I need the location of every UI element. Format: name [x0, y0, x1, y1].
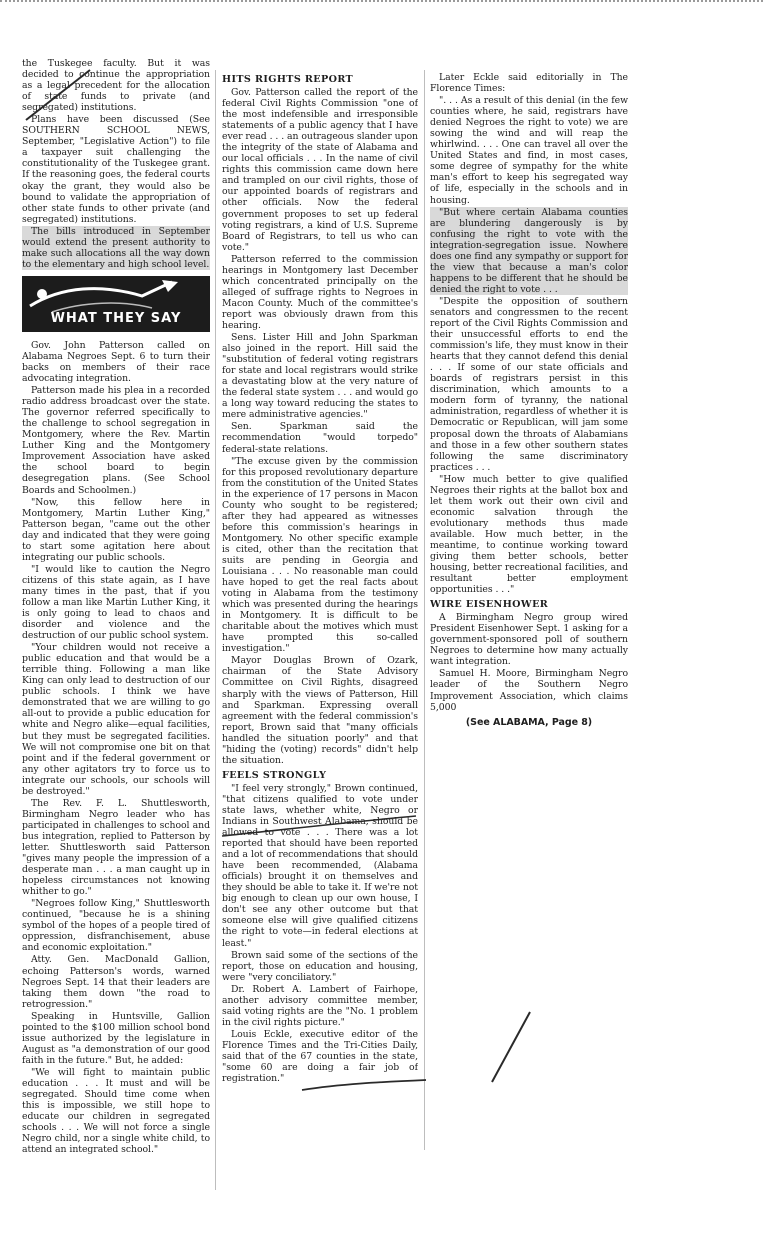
column-rule [424, 70, 425, 1150]
paragraph: Gov. Patterson called the report of the federal Civil Rights Commission "one of the most indefensible and irresponsible statements of a public agency that I have ever read . . . an outrageous slander upon the integrity of the state of Alabama and our local officials . . . In the name of civil rights this commission came down here and trampled on our civil rights, those of our appointed boards of registrars and other officials. Now the federal government proposes to set up federal voting registrars, a kind of U.S. Supreme Board of Registrars, to tell us who can vote." [222, 87, 418, 253]
paragraph: "Your children would not receive a public education and that would be a terrible thing. Following a man like King can only lead to destruction of our public schools. I think we have demonstrated that we are willing to go all-out to provide a public education for white and Negro alike—equal facilities, but they must be segregated facilities. We will not compromise one bit on that point and if the federal government or any other agitators try to force us to integrate our schools, our schools will be destroyed." [22, 642, 210, 797]
banner-title: WHAT THEY SAY [50, 310, 182, 326]
paragraph: Sens. Lister Hill and John Sparkman also joined in the report. Hill said the "substitution of federal voting registrars for state and local registrars would strike a devastating blow at the very nature of the federal state system . . . and would go a long way toward reducing the states to mere administrative agencies." [222, 332, 418, 421]
paragraph: "I would like to caution the Negro citizens of this state again, as I have many times in the past, that if you follow a man like Martin Luther King, it is only going to lead to chaos and disorder and violence and the destruction of our public school system. [22, 563, 210, 642]
paragraph: Dr. Robert A. Lambert of Fairhope, another advisory committee member, said voting rights are the "No. 1 problem in the civil rights picture." [222, 983, 418, 1028]
paragraph: Gov. John Patterson called on Alabama Negroes Sept. 6 to turn their backs on members of their race advocating integration. [22, 339, 210, 385]
paragraph: Patterson made his plea in a recorded radio address broadcast over the state. The governor referred specifically to the challenge to school segregation in Montgomery, where the Rev. Martin Luther King and the Montgomery Improvement Association have asked the school board to begin desegregation plans. (See School Boards and Schoolmen.) [22, 385, 210, 496]
column-rule [215, 70, 216, 1190]
paragraph: A Birmingham Negro group wired President Eisenhower Sept. 1 asking for a government-sponsored poll of southern Negroes to determine how many actually want integration. [430, 612, 628, 668]
paragraph: ". . . As a result of this denial (in the few counties where, he said, registrars have denied Negroes the right to vote) we are sowing the wind and will reap the whirlwind. . . . One can travel all over the United States and find, in most cases, some degree of sympathy for the white man's effort to keep his segregated way of life, especially in the schools and in housing. [430, 95, 628, 206]
paragraph: "But where certain Alabama counties are blundering dangerously is by confusing the right to vote with the integration-segregation issue. Nowhere does one find any sympathy or support for the view that because a man's color happens to be different that he should be denied the right to vote . . . [430, 206, 628, 295]
column-3 [430, 72, 628, 729]
paragraph: "Negroes follow King," Shuttlesworth continued, "because he is a shining symbol of the hopes of a people tired of oppression, disfranchisement, abuse and economic exploitation." [22, 898, 210, 954]
what-they-say-banner [22, 276, 210, 332]
paragraph: Samuel H. Moore, Birmingham Negro leader of the Southern Negro Improvement Association, which claims 5,000 [430, 668, 628, 713]
paragraph: Later Eckle said editorially in The Florence Times: [430, 72, 628, 95]
paragraph: "I feel very strongly," Brown continued, "that citizens qualified to vote under state laws, whether white, Negro or Indians in Southwest Alabama, should be allowed to vote . . . There was a lot reported that should have been reported and a lot of recommendations that should have been recommended, (Alabama officials) brought it on themselves and they should be able to take it. If we're not big enough to clean up our own house, I don't see any other outcome but that someone else will give qualified citizens the right to vote—in federal elections at least." [222, 782, 418, 949]
paragraph: "Despite the opposition of southern senators and congressmen to the recent report of the Civil Rights Commission and their unsuccessful efforts to end the commission's life, they must know in their hearts that they cannot defend this denial . . . If some of our state officials and boards of registrars persist in this discrimination, which amounts to a modern form of tyranny, the national administration, regardless of whether it is Democratic or Republican, will jam some proposal down the throats of Alabamians and those in a few other southern states following the same discriminatory practices . . . [430, 295, 628, 473]
pen-slash-mark-icon [486, 1008, 536, 1088]
column-1 [22, 58, 210, 1156]
paragraph: the Tuskegee faculty. But it was decided to continue the appropriation as a legal precedent for the allocation of state funds to private (and segregated) institutions. [22, 58, 210, 114]
subheading: WIRE EISENHOWER [430, 599, 549, 611]
paragraph: "Now, this fellow here in Montgomery, Martin Luther King," Patterson began, "came out the other day and indicated that they were going to start some agitation here about integrating our public schools. [22, 496, 210, 563]
paragraph: Atty. Gen. MacDonald Gallion, echoing Patterson's words, warned Negroes Sept. 14 that their leaders are taking them down "the road to retrogression." [22, 954, 210, 1010]
paragraph: Speaking in Huntsville, Gallion pointed to the $100 million school bond issue authorized by the legislature in August as "a demonstration of our good faith in the future." But, he added: [22, 1010, 210, 1066]
continuation-note: (See ALABAMA, Page 8) [465, 716, 593, 728]
paragraph: "How much better to give qualified Negroes their rights at the ballot box and let them work out their own civil and economic salvation through the evolutionary methods thus made available. How much better, in the meantime, to continue working toward giving them better schools, better housing, better recreational facilities, and resultant better employment opportunities . . ." [430, 473, 628, 596]
column-2 [222, 70, 418, 1085]
paragraph: "We will fight to maintain public education . . . It must and will be segregated. Should time come when this is impossible, we still hope to educate our children in segregated schools . . . We will not force a single Negro child, nor a single white child, to attend an integrated school." [22, 1066, 210, 1156]
paragraph: "The excuse given by the commission for this proposed revolutionary departure from the constitution of the United States in the experience of 17 persons in Macon County who sought to be registered; after they had appeared as witnesses before this commission's hearings in Montgomery. No other specific example is cited, other than the recitation that suits are pending in Georgia and Louisiana . . . No reasonable man could have hoped to get the real facts about voting in Alabama from the testimony which was presented during the hearings in Montgomery. It is difficult to be charitable about the motives which must have prompted this so-called investigation." [222, 455, 418, 655]
subheading: FEELS STRONGLY [222, 769, 327, 781]
paragraph: The Rev. F. L. Shuttlesworth, Birmingham Negro leader who has participated in challenges to school and bus integration, replied to Patterson by letter. Shuttlesworth said Patterson "gives many people the impression of a desperate man . . . a man caught up in hopeless circumstances not knowing whither to go." [22, 797, 210, 898]
paragraph: Plans have been discussed (See SOUTHERN SCHOOL NEWS, September, "Legislative Action") to file a taxpayer suit challenging the constitutionality of the Tuskegee grant. If the reasoning goes, the federal courts okay the grant, they would also be bound to validate the appropriation of other state funds to other private (and segregated) institutions. [22, 114, 210, 225]
paragraph: The bills introduced in September would extend the present authority to make such allocations all the way down to the elementary and high school level. [22, 225, 210, 270]
paragraph: Sen. Sparkman said the recommendation "would torpedo" federal-state relations. [222, 421, 418, 455]
paragraph: Patterson referred to the commission hearings in Montgomery last December which concentrated principally on the alleged of suffrage rights to Negroes in Macon County. Much of the committee's report was obviously drawn from this hearing. [222, 253, 418, 331]
paragraph: Brown said some of the sections of the report, those on education and housing, were "very conciliatory." [222, 949, 418, 983]
subheading: HITS RIGHTS REPORT [222, 74, 354, 85]
paragraph: Louis Eckle, executive editor of the Florence Times and the Tri-Cities Daily, said that of the 67 counties in the state, "some 60 are doing a fair job of registration." [222, 1028, 418, 1085]
paragraph: Mayor Douglas Brown of Ozark, chairman of the State Advisory Committee on Civil Rights, disagreed sharply with the views of Patterson, Hill and Sparkman. Expressing overall agreement with the federal commission's report, Brown said that "many officials handled the situation poorly" and that "hiding the (voting) records" didn't help the situation. [222, 655, 418, 766]
